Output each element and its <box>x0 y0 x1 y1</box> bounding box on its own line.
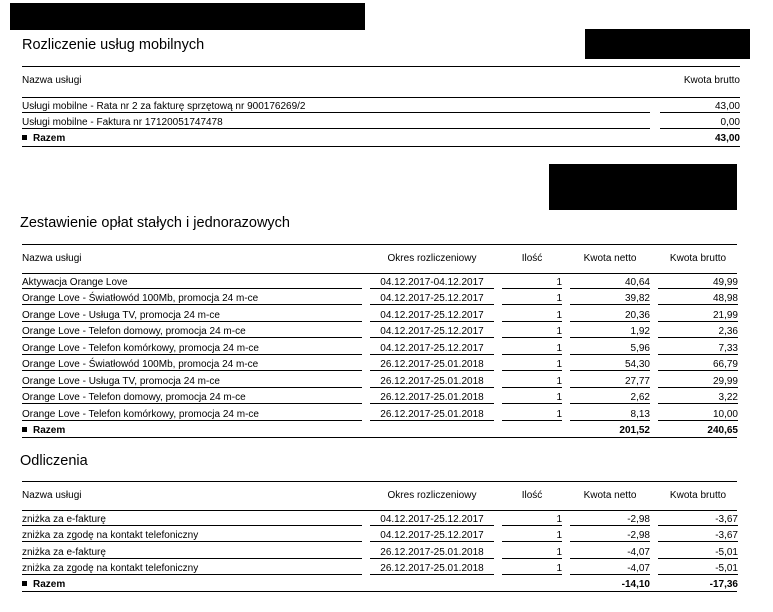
table-row-gross: 43,00 <box>660 101 740 113</box>
mobile-section-title: Rozliczenie usług mobilnych <box>22 37 205 53</box>
mobile-header-rule <box>22 97 740 98</box>
table-row-qty: 1 <box>502 563 562 575</box>
table-row-period: 04.12.2017-25.12.2017 <box>370 343 494 355</box>
redacted-top-right-block <box>585 29 750 59</box>
table-row-name: Orange Love - Światłowód 100Mb, promocja 24 m-ce <box>22 293 362 305</box>
table-row-gross: 21,99 <box>658 310 738 322</box>
redacted-header-block <box>10 3 365 30</box>
fixed-total-label <box>22 425 65 436</box>
mobile-top-rule <box>22 66 740 67</box>
table-row-net: 1,92 <box>570 326 650 338</box>
fixed-header-name: Nazwa usługi <box>22 253 82 264</box>
table-row-net: 39,82 <box>570 293 650 305</box>
table-row-gross: 0,00 <box>660 117 740 129</box>
table-row-net: 5,96 <box>570 343 650 355</box>
table-row-gross: 66,79 <box>658 359 738 371</box>
deductions-header-qty: Ilość <box>521 490 543 501</box>
bullet-icon <box>22 581 27 586</box>
table-row-qty: 1 <box>502 277 562 289</box>
table-row-qty: 1 <box>502 547 562 559</box>
deductions-total-net: -14,10 <box>621 579 650 590</box>
fixed-header-gross: Kwota brutto <box>669 253 727 264</box>
deductions-header-period: Okres rozliczeniowy <box>387 490 477 501</box>
table-row-period: 04.12.2017-25.12.2017 <box>370 326 494 338</box>
deductions-section-title: Odliczenia <box>20 453 88 469</box>
table-row-net: 2,62 <box>570 392 650 404</box>
table-row-period: 26.12.2017-25.01.2018 <box>370 392 494 404</box>
table-row-qty: 1 <box>502 376 562 388</box>
table-row-gross: 7,33 <box>658 343 738 355</box>
mobile-header-gross: Kwota brutto <box>683 75 740 86</box>
table-row-name: Orange Love - Usługa TV, promocja 24 m-ce <box>22 310 362 322</box>
table-row-gross: 29,99 <box>658 376 738 388</box>
table-row-gross: 3,22 <box>658 392 738 404</box>
table-row-period: 04.12.2017-25.12.2017 <box>370 514 494 526</box>
table-row-gross: -3,67 <box>658 530 738 542</box>
table-row-net: -2,98 <box>570 530 650 542</box>
mobile-bottom-rule <box>22 146 740 147</box>
table-row-name: Orange Love - Telefon domowy, promocja 24 m-ce <box>22 326 362 338</box>
table-row-period: 26.12.2017-25.01.2018 <box>370 376 494 388</box>
fixed-section-title: Zestawienie opłat stałych i jednorazowych <box>20 215 290 231</box>
table-row-period: 04.12.2017-04.12.2017 <box>370 277 494 289</box>
table-row-net: -4,07 <box>570 563 650 575</box>
table-row-net: -4,07 <box>570 547 650 559</box>
table-row-name: Orange Love - Światłowód 100Mb, promocja 24 m-ce <box>22 359 362 371</box>
mobile-total-label <box>22 133 65 144</box>
deductions-total-label <box>22 579 65 590</box>
table-row-gross: -5,01 <box>658 547 738 559</box>
deductions-header-net: Kwota netto <box>583 490 637 501</box>
deductions-header-name: Nazwa usługi <box>22 490 82 501</box>
table-row-net: 40,64 <box>570 277 650 289</box>
mobile-total-gross: 43,00 <box>714 133 740 144</box>
bullet-icon <box>22 135 27 140</box>
table-row-qty: 1 <box>502 343 562 355</box>
table-row-gross: 10,00 <box>658 409 738 421</box>
table-row-net: 27,77 <box>570 376 650 388</box>
fixed-total-gross: 240,65 <box>707 425 738 437</box>
table-row-qty: 1 <box>502 392 562 404</box>
deductions-header-rule <box>22 510 737 511</box>
table-row-net: 20,36 <box>570 310 650 322</box>
table-row-period: 26.12.2017-25.01.2018 <box>370 547 494 559</box>
table-row-name: zniżka za zgodę na kontakt telefoniczny <box>22 563 362 575</box>
table-row-period: 26.12.2017-25.01.2018 <box>370 409 494 421</box>
fixed-bottom-rule <box>22 437 737 438</box>
table-row-name: zniżka za zgodę na kontakt telefoniczny <box>22 530 362 542</box>
table-row-net: 8,13 <box>570 409 650 421</box>
table-row-qty: 1 <box>502 359 562 371</box>
table-row-name: Orange Love - Usługa TV, promocja 24 m-ce <box>22 376 362 388</box>
table-row-qty: 1 <box>502 530 562 542</box>
table-row-net: 54,30 <box>570 359 650 371</box>
fixed-total-net: 201,52 <box>619 425 650 437</box>
table-row-gross: 49,99 <box>658 277 738 289</box>
fixed-total-label-text: Razem <box>33 425 66 437</box>
table-row-period: 04.12.2017-25.12.2017 <box>370 310 494 322</box>
table-row-period: 04.12.2017-25.12.2017 <box>370 530 494 542</box>
fixed-header-net: Kwota netto <box>583 253 637 264</box>
table-row-name: Orange Love - Telefon komórkowy, promocja 24 m-ce <box>22 409 362 421</box>
table-row-gross: -3,67 <box>658 514 738 526</box>
fixed-top-rule <box>22 244 737 245</box>
table-row-name: Orange Love - Telefon komórkowy, promocja 24 m-ce <box>22 343 362 355</box>
table-row-qty: 1 <box>502 514 562 526</box>
table-row-net: -2,98 <box>570 514 650 526</box>
redacted-mid-right-block <box>549 164 737 210</box>
table-row-qty: 1 <box>502 326 562 338</box>
table-row-qty: 1 <box>502 293 562 305</box>
table-row-qty: 1 <box>502 310 562 322</box>
mobile-header-name: Nazwa usługi <box>22 75 82 86</box>
deductions-total-gross: -17,36 <box>709 579 738 590</box>
table-row-gross: -5,01 <box>658 563 738 575</box>
table-row-period: 04.12.2017-25.12.2017 <box>370 293 494 305</box>
table-row-gross: 48,98 <box>658 293 738 305</box>
table-row-name: zniżka za e-fakturę <box>22 514 362 526</box>
deductions-header-gross: Kwota brutto <box>669 490 727 501</box>
bullet-icon <box>22 427 27 432</box>
fixed-header-period: Okres rozliczeniowy <box>387 253 477 264</box>
table-row-gross: 2,36 <box>658 326 738 338</box>
deductions-total-label-text: Razem <box>33 579 66 590</box>
mobile-total-label-text: Razem <box>33 133 66 144</box>
table-row-qty: 1 <box>502 409 562 421</box>
table-row-name: Usługi mobilne - Rata nr 2 za fakturę sprzętową nr 900176269/2 <box>22 101 650 113</box>
table-row-name: Aktywacja Orange Love <box>22 277 362 289</box>
fixed-header-qty: Ilość <box>521 253 543 264</box>
deductions-top-rule <box>22 481 737 482</box>
table-row-period: 26.12.2017-25.01.2018 <box>370 563 494 575</box>
fixed-header-rule <box>22 273 737 274</box>
table-row-period: 26.12.2017-25.01.2018 <box>370 359 494 371</box>
table-row-name: Usługi mobilne - Faktura nr 17120051747478 <box>22 117 650 129</box>
deductions-bottom-rule <box>22 591 737 592</box>
table-row-name: Orange Love - Telefon domowy, promocja 24 m-ce <box>22 392 362 404</box>
table-row-name: zniżka za e-fakturę <box>22 547 362 559</box>
